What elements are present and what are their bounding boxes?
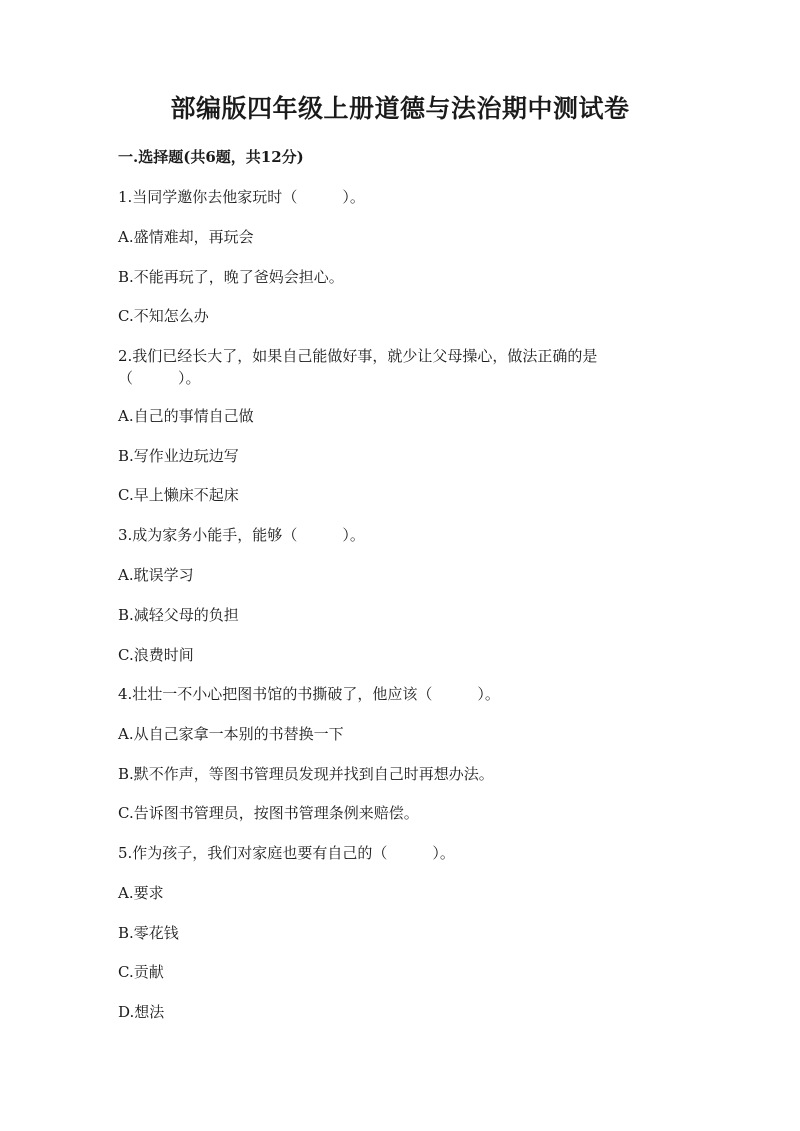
question-2-stem: 2.我们已经长大了，如果自己能做好事，就少让父母操心，做法正确的是（ ）。 <box>118 347 598 387</box>
question-1-option-b: B.不能再玩了，晚了爸妈会担心。 <box>118 268 344 286</box>
question-3-option-c: C.浪费时间 <box>118 646 194 664</box>
question-4-option-c: C.告诉图书管理员，按图书管理条例来赔偿。 <box>118 804 419 822</box>
question-2-option-c: C.早上懒床不起床 <box>118 486 239 504</box>
question-1-option-a: A.盛情难却，再玩会 <box>118 228 254 246</box>
question-5-option-a: A.要求 <box>118 884 164 902</box>
question-3-option-a: A.耽误学习 <box>118 566 194 584</box>
question-1-option-c: C.不知怎么办 <box>118 307 209 325</box>
question-4-option-a: A.从自己家拿一本别的书替换一下 <box>118 725 344 743</box>
section-heading: 一.选择题(共6题，共12分) <box>118 148 304 166</box>
question-5-option-c: C.贡献 <box>118 963 164 981</box>
question-2-option-b: B.写作业边玩边写 <box>118 447 239 465</box>
question-2-option-a: A.自己的事情自己做 <box>118 407 254 425</box>
page-title: 部编版四年级上册道德与法治期中测试卷 <box>170 94 630 123</box>
question-4-stem: 4.壮壮一不小心把图书馆的书撕破了，他应该（ ）。 <box>118 685 500 703</box>
question-3-option-b: B.减轻父母的负担 <box>118 606 239 624</box>
question-5-option-d: D.想法 <box>118 1003 165 1021</box>
question-5-option-b: B.零花钱 <box>118 924 179 942</box>
question-3-stem: 3.成为家务小能手，能够（ ）。 <box>118 526 365 544</box>
question-1-stem: 1.当同学邀你去他家玩时（ ）。 <box>118 188 365 206</box>
question-4-option-b: B.默不作声，等图书管理员发现并找到自己时再想办法。 <box>118 765 494 783</box>
question-5-stem: 5.作为孩子，我们对家庭也要有自己的（ ）。 <box>118 844 455 862</box>
